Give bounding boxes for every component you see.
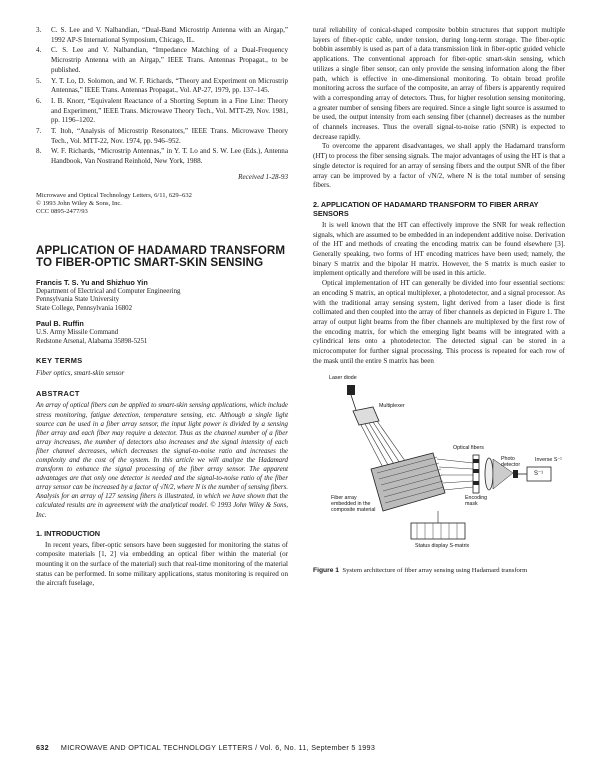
label-laser-diode: Laser diode bbox=[329, 374, 357, 381]
received-date: Received 1-28-93 bbox=[238, 172, 288, 181]
composite-panel-shape bbox=[371, 453, 445, 511]
photodetector-shape bbox=[513, 470, 518, 478]
laser-diode-shape bbox=[347, 385, 355, 395]
body-paragraph: tural reliability of conical-shaped composite bobbin structures that support multiple layers of fiber-optic cable, under tension, during long-term storage. The fiber-optic bobbin assembly is used as part of a data transmission link in fiber-optic guided vehicle applications. The conventional approach for fiber-optic smart-skin sensing, which utilizes a single fiber sensor, can only provide the sensing information along the fiber path, which is effective in one-dimensional monitoring. To obtain broad profile monitoring across the surface of the composite, an array of fibers is apparently required with a corresponding array of detectors. Thus, for higher resolution sensing monitoring, a greater number of sensing fibers are required. Since a single light source is assumed to be used, the output intensity from each sensing fiber (channel) decreases as the number of channels increases. Thus the overall signal-to-noise ratio (SNR) is expected to decrease rapidly. bbox=[313, 26, 565, 141]
body-paragraph: To overcome the apparent disadvantages, we shall apply the Hadamard transform (HT) to process the fiber sensing signals. The major advantages of using the HT is that a single detector is required for an array of sensing fibers and the output SNR of the fiber array can be improved by a factor of √N/2, where N is the total number of sensing fibers. bbox=[313, 142, 565, 190]
page-number: 632 bbox=[36, 743, 49, 752]
label-s-inverse: S⁻¹ bbox=[534, 470, 544, 477]
reference-list bbox=[36, 26, 288, 167]
reference-item: 5. Y. T. Lo, D. Solomon, and W. F. Richards, “Theory and Experiment on Microstrip Antennas,” IEEE Trans. Antennas Propagat., Vol. AP-27, 1979, pp. 137–145. bbox=[36, 76, 288, 95]
figure-caption: Figure 1 System architecture of fiber array sensing using Hadamard transform bbox=[313, 566, 528, 574]
affiliation-2: U.S. Army Missile Command Redstone Arsenal, Alabama 35898-5251 bbox=[36, 329, 148, 345]
multiplexer-shape bbox=[353, 407, 379, 425]
reference-item: 3. C. S. Lee and V. Nalbandian, “Dual-Band Microstrip Antenna with an Airgap,” 1992 AP-S International Symposium, Chicago, IL. bbox=[36, 26, 288, 44]
abstract-text: An array of optical fibers can be applied to smart-skin sensing applications, which include stress monitoring, fatigue detection, temperature sensing, etc. Although a single light source can be used in a fiber array sensor, the input light power is divided by a sensing fiber array and each fiber may require a detector. Thus as the channel number of a fiber array increases, the number of detectors also increases and the signal intensity of each fiber channel decreases, which decreases the signal-to-noise ratio and increases the complexity and the cost of the system. In this article we will analyze the Hadamard transform to enhance the signal processing of the fiber array sensor. The apparent advantages are that only one detector is needed and the signal-to-noise ratio of the fiber array sensor can be increased by a factor of √N/2, where N is the number of sensing fibers. Analysis for an array of 127 sensing fibers is illustrated, in which we have shown that the calculated results are in agreement with the analytical model. © 1993 John Wiley & Sons, Inc. bbox=[36, 402, 288, 519]
affiliation-1: Department of Electrical and Computer Engineering Pennsylvania State University State College, Pennsylvania 16802 bbox=[36, 287, 181, 312]
cylindrical-lens-shape bbox=[485, 458, 493, 490]
label-encoding-mask: Encoding mask bbox=[465, 494, 488, 507]
introduction-heading: 1. INTRODUCTION bbox=[36, 528, 101, 538]
author-names-1: Francis T. S. Yu and Shizhuo Yin bbox=[36, 277, 148, 287]
copyright-block: Microwave and Optical Technology Letters, 6/11, 629–632 © 1993 John Wiley & Sons, Inc. CCC 0895-2477/93 bbox=[36, 191, 192, 216]
reference-item: 4. C. S. Lee and V. Nalbandian, “Impedance Matching of a Dual-Frequency Microstrip Antenna with an Airgap,” IEEE Trans. Antennas Propagat., to be published. bbox=[36, 46, 288, 74]
section-2-heading: 2. APPLICATION OF HADAMARD TRANSFORM TO FIBER ARRAY SENSORS bbox=[313, 199, 539, 218]
system-architecture-diagram bbox=[313, 373, 565, 565]
author-names-2: Paul B. Ruffin bbox=[36, 319, 84, 329]
reference-item: 8. W. F. Richards, “Microstrip Antennas,” in Y. T. Lo and S. W. Lee (Eds.), Antenna Handbook, Van Nostrand Reinhold, New York, 1988. bbox=[36, 147, 288, 166]
reference-item: 7. T. Itoh, “Analysis of Microstrip Resonators,” IEEE Trans. Microwave Theory Tech., Vol. MTT-22, Nov. 1974, pp. 946–952. bbox=[36, 127, 288, 145]
article-title: APPLICATION OF HADAMARD TRANSFORM TO FIBER-OPTIC SMART-SKIN SENSING bbox=[36, 243, 286, 270]
body-paragraph: It is well known that the HT can effectively improve the SNR for weak reflection signals, which are assumed to be embedded in an independent additive noise. Derivation of the HT and methods of creating the encoding matrix can be found elsewhere [3]. Generally speaking, two forms of HT encoding matrices have been used; namely, the binary S matrix and the bipolar H matrix. However, the S matrix is much easier to implement optically and therefore will be used in this article. bbox=[313, 220, 565, 278]
reference-item: 6. I. B. Knorr, “Equivalent Reactance of a Shorting Septum in a Fine Line: Theory and Experiment,” IEEE Trans. Microwave Theory Tech., Vol. MTT-29, Nov. 1981, pp. 1196–1202. bbox=[36, 96, 288, 125]
left-column bbox=[36, 26, 288, 589]
right-column bbox=[313, 26, 565, 575]
label-status-display: Status display S-matrix bbox=[415, 542, 470, 549]
key-terms: Fiber optics, smart-skin sensor bbox=[36, 369, 125, 378]
journal-citation: MICROWAVE AND OPTICAL TECHNOLOGY LETTERS / Vol. 6, No. 11, September 5 1993 bbox=[60, 743, 376, 752]
introduction-paragraph: In recent years, fiber-optic sensors have been suggested for monitoring the status of composite materials [1, 2] via embedding an optical fiber within the material (or mounting it on the surface of the material) such that real-time monitoring of the material status can be performed. In some military applications, status monitoring is required on the aircraft fuselage, bbox=[36, 540, 288, 588]
body-paragraph: Optical implementation of HT can generally be divided into four essential sections: an encoding S matrix, an optical multiplexer, a photodetector, and a signal processor. As with the traditional array sensing system, light derived from a laser diode is first collimated and then coupled into the array of fiber channels as depicted in Figure 1. The array of output light beams from the fiber channels are multiplexed by the first row of the encoding matrix, for which the emerging light beams will be integrated with a cylindrical lens onto a photodetector. The detected signal can be stored in a microcomputer for further signal processing. This process is repeated for each row of the mask until the entire S matrix has been bbox=[313, 279, 565, 365]
label-multiplexer: Multiplexer bbox=[379, 402, 405, 409]
label-optical-fibers: Optical fibers bbox=[453, 444, 484, 451]
label-photo-detector: Photo detector bbox=[501, 455, 521, 468]
abstract-heading: ABSTRACT bbox=[36, 388, 80, 398]
label-fiber-array: Fiber array embedded in the composite material bbox=[331, 494, 376, 513]
key-terms-heading: KEY TERMS bbox=[36, 356, 83, 366]
page-footer bbox=[36, 743, 566, 752]
label-inverse: Inverse S⁻¹ bbox=[535, 456, 562, 463]
figure-1-system-diagram bbox=[313, 373, 565, 565]
